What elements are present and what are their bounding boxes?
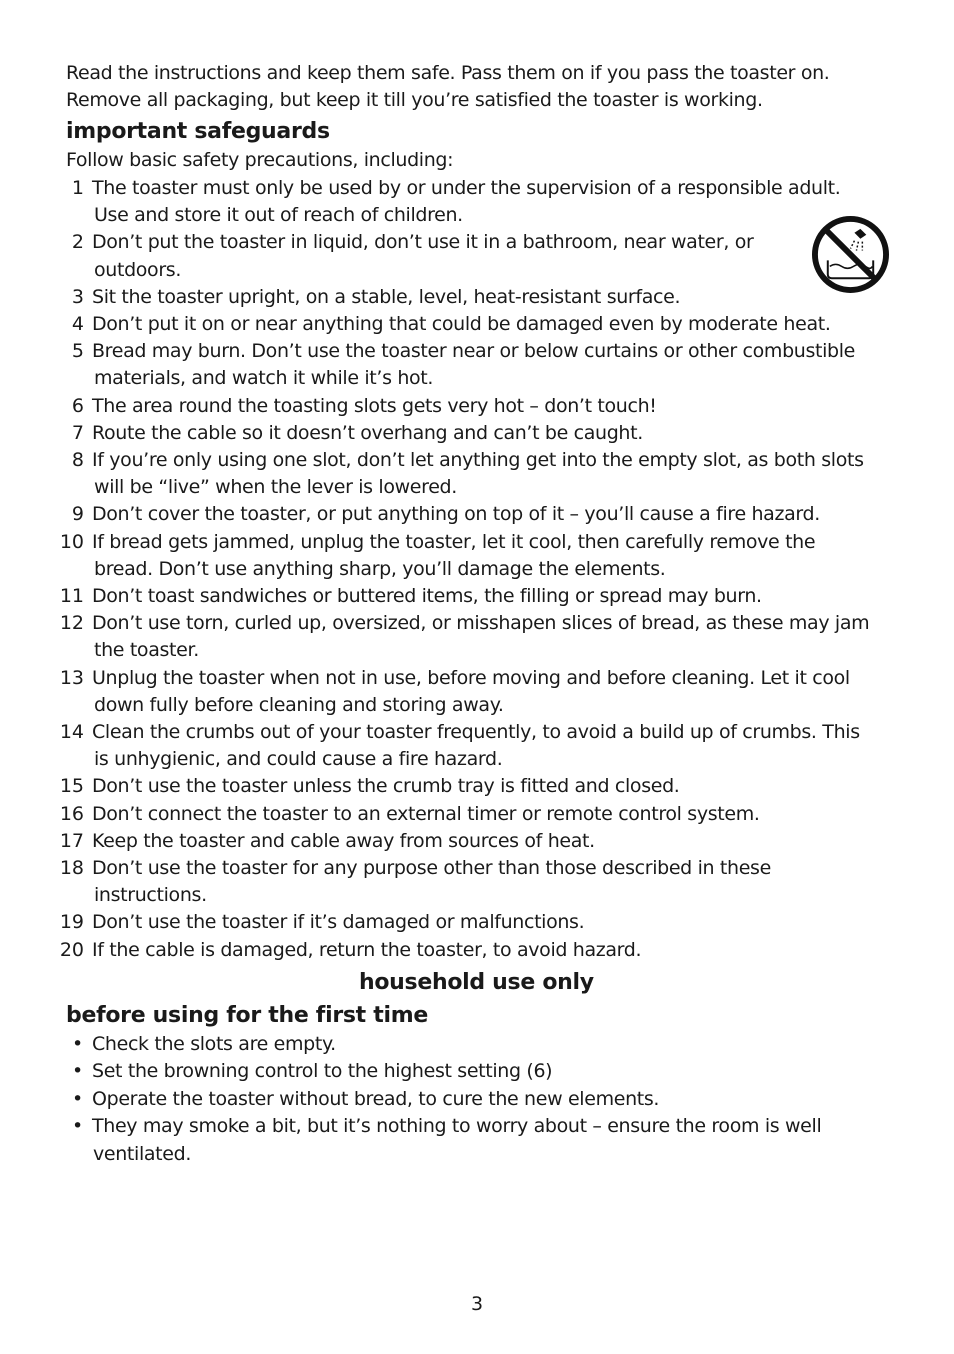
safeguard-item-line: down fully before cleaning and storing away. (94, 693, 504, 716)
safeguard-item-line: Route the cable so it doesn’t overhang and can’t be caught. (92, 421, 643, 444)
safeguard-item-line: is unhygienic, and could cause a fire hazard. (94, 748, 503, 771)
safeguard-item-line: Don’t toast sandwiches or buttered items, the filling or spread may burn. (92, 585, 762, 607)
safeguard-number: 6 (71, 394, 84, 417)
first-time-heading: before using for the first time (66, 1003, 428, 1028)
first-time-bullet-line: They may smoke a bit, but it’s nothing to worry about – ensure the room is well (92, 1115, 822, 1138)
safeguard-item-line: Unplug the toaster when not in use, before moving and before cleaning. Let it cool (92, 666, 850, 689)
household-use-heading: household use only (359, 970, 594, 995)
bullet-dot: • (72, 1087, 84, 1110)
safeguard-item-line: Bread may burn. Don’t use the toaster near or below curtains or other combustible (92, 340, 856, 363)
safeguard-number: 16 (59, 802, 84, 825)
bullet-dot: • (72, 1033, 84, 1055)
safeguard-item-line: Don’t use torn, curled up, oversized, or misshapen slices of bread, as these may jam (92, 612, 870, 635)
safeguard-item-line: Don’t use the toaster if it’s damaged or malfunctions. (92, 911, 585, 934)
safeguards-heading: important safeguards (66, 119, 330, 144)
safeguard-number: 4 (71, 313, 84, 335)
safeguard-number: 12 (59, 612, 84, 635)
safeguard-item-line: the toaster. (94, 639, 199, 662)
safeguard-item-line: outdoors. (94, 258, 182, 281)
safeguard-number: 18 (59, 857, 84, 879)
safeguard-number: 13 (59, 666, 84, 689)
safeguard-item-line: If bread gets jammed, unplug the toaster, let it cool, then carefully remove the (92, 530, 816, 553)
safeguard-item-line: Don’t cover the toaster, or put anything on top of it – you’ll cause a fire hazard. (92, 503, 820, 526)
safeguard-item-line: Keep the toaster and cable away from sources of heat. (92, 829, 595, 852)
safeguard-number: 9 (71, 503, 84, 526)
safeguard-number: 15 (59, 775, 84, 798)
intro-line-1: Read the instructions and keep them safe. Pass them on if you pass the toaster on. (66, 62, 830, 84)
safeguard-item-line: Sit the toaster upright, on a stable, level, heat-resistant surface. (92, 285, 681, 308)
safeguard-item-line: Don’t put the toaster in liquid, don’t use it in a bathroom, near water, or (92, 231, 754, 254)
safeguard-number: 20 (59, 938, 84, 961)
first-time-bullet-line: Check the slots are empty. (92, 1033, 336, 1055)
first-time-bullet-line: Set the browning control to the highest setting (6) (92, 1060, 553, 1083)
safeguard-number: 1 (71, 177, 84, 199)
page-number: 3 (471, 1293, 484, 1315)
safeguard-number: 5 (71, 340, 84, 363)
safeguard-number: 8 (71, 449, 84, 471)
safeguard-number: 3 (71, 285, 84, 308)
safeguard-item-line: bread. Don’t use anything sharp, you’ll damage the elements. (94, 557, 666, 580)
first-time-bullet-line: ventilated. (93, 1142, 192, 1165)
safeguard-item-line: If you’re only using one slot, don’t let anything get into the empty slot, as both slots (92, 449, 864, 471)
safeguard-item-line: Don’t use the toaster unless the crumb tray is fitted and closed. (92, 775, 680, 798)
safeguard-item-line: instructions. (94, 884, 207, 907)
bullet-dot: • (72, 1115, 84, 1138)
safeguard-item-line: will be “live” when the lever is lowered. (94, 476, 457, 499)
safeguard-item-line: The area round the toasting slots gets very hot – don’t touch! (92, 394, 657, 417)
safeguard-item-line: Clean the crumbs out of your toaster frequently, to avoid a build up of crumbs. This (92, 721, 860, 743)
bullet-dot: • (72, 1060, 84, 1083)
safeguards-lead: Follow basic safety precautions, including: (66, 149, 454, 171)
safeguard-number: 7 (71, 421, 84, 444)
safeguard-number: 11 (59, 585, 84, 607)
safeguard-item-line: Don’t put it on or near anything that could be damaged even by moderate heat. (92, 313, 831, 335)
safeguard-item-line: Don’t connect the toaster to an external timer or remote control system. (92, 802, 760, 825)
safeguard-item-line: materials, and watch it while it’s hot. (94, 367, 434, 390)
safeguard-number: 19 (59, 911, 84, 934)
no-water-bathroom-icon (811, 215, 890, 294)
safeguard-number: 2 (71, 231, 84, 254)
safeguard-item-line: The toaster must only be used by or under the supervision of a responsible adult. (92, 177, 841, 199)
first-time-bullet-line: Operate the toaster without bread, to cure the new elements. (92, 1087, 660, 1110)
intro-line-2: Remove all packaging, but keep it till you’re satisfied the toaster is working. (66, 89, 763, 111)
safeguard-number: 17 (59, 829, 84, 852)
safeguard-item-line: If the cable is damaged, return the toaster, to avoid hazard. (92, 938, 642, 961)
safeguard-number: 10 (59, 530, 84, 553)
safeguard-number: 14 (59, 721, 84, 743)
safeguard-item-line: Use and store it out of reach of children. (94, 204, 463, 227)
safeguard-item-line: Don’t use the toaster for any purpose other than those described in these (92, 857, 771, 879)
